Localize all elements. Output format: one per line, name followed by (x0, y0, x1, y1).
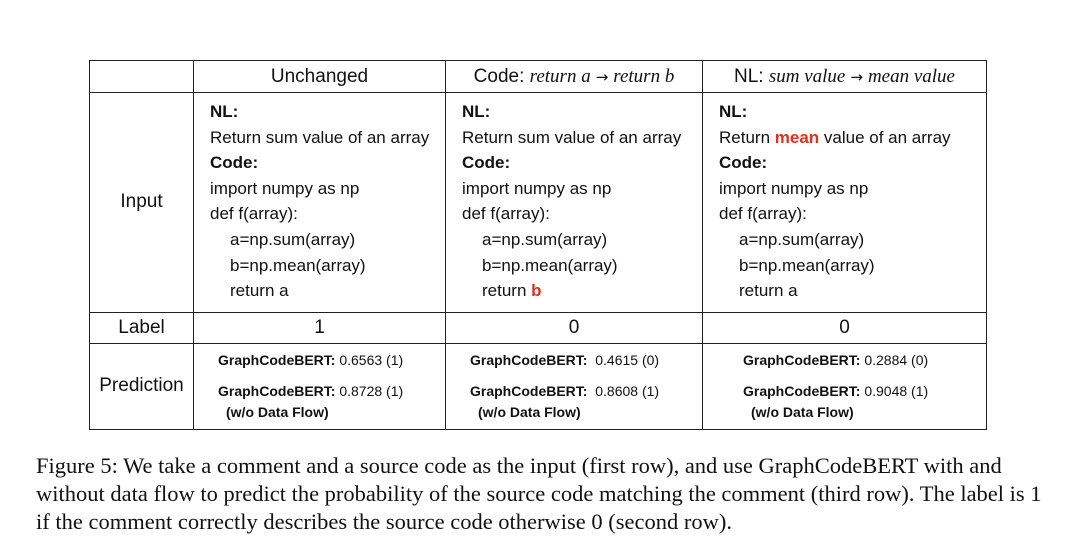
nl-label: NL: (719, 102, 748, 121)
prediction-cell (703, 343, 987, 429)
prediction-with-dataflow: GraphCodeBERT: 0.6563 (1) (218, 351, 404, 368)
code-line: import numpy as np (719, 178, 869, 198)
code-line: a=np.sum(array) (482, 229, 608, 249)
nl-text: Return sum value of an array (462, 127, 682, 147)
nl-text: Return mean value of an array (719, 127, 951, 147)
nl-text: Return sum value of an array (210, 127, 430, 147)
label-value: 0 (703, 312, 987, 343)
input-cell-code-change (446, 93, 703, 313)
code-line: def f(array): (719, 204, 807, 224)
code-line: b=np.mean(array) (230, 255, 366, 275)
code-line: a=np.sum(array) (739, 229, 865, 249)
header-nl-change (703, 61, 987, 93)
label-row (90, 312, 987, 343)
prediction-cell (446, 343, 703, 429)
prediction-cell (194, 343, 446, 429)
code-label: Code: (719, 153, 768, 173)
code-label: Code: (462, 153, 511, 173)
header-code-to: return b (613, 65, 675, 87)
header-nl-to: mean value (867, 65, 955, 87)
header-unchanged: Unchanged (194, 61, 446, 93)
row-label-label: Label (90, 312, 194, 343)
variant-label: (w/o Data Flow) (226, 403, 329, 420)
prediction-without-dataflow: GraphCodeBERT: 0.8728 (1) (218, 382, 404, 399)
code-return-line: return a (739, 281, 798, 301)
code-line: def f(array): (210, 204, 298, 224)
code-line: a=np.sum(array) (230, 229, 356, 249)
header-nl-from: sum value (768, 65, 846, 87)
header-code-change (446, 61, 703, 93)
header-corner-cell (90, 61, 194, 93)
nl-label: NL: (210, 102, 239, 121)
label-value: 0 (446, 312, 703, 343)
header-code-from: return a (529, 65, 591, 87)
prediction-with-dataflow: GraphCodeBERT: 0.2884 (0) (743, 351, 929, 368)
row-label-prediction: Prediction (90, 343, 194, 429)
prediction-with-dataflow: GraphCodeBERT: 0.4615 (0) (470, 351, 660, 368)
code-line: def f(array): (462, 204, 550, 224)
input-row (90, 93, 987, 313)
variant-label: (w/o Data Flow) (751, 403, 854, 420)
prediction-row (90, 343, 987, 429)
prediction-without-dataflow: GraphCodeBERT: 0.9048 (1) (743, 382, 929, 399)
code-line: import numpy as np (462, 178, 612, 198)
row-label-input: Input (90, 93, 194, 313)
header-nl-prefix: NL: (733, 65, 764, 87)
code-return-line: return b (482, 281, 542, 301)
right-arrow-icon: → (595, 67, 609, 86)
prediction-without-dataflow: GraphCodeBERT: 0.8608 (1) (470, 382, 660, 399)
code-line: import numpy as np (210, 178, 360, 198)
figure-table (89, 60, 987, 430)
code-label: Code: (210, 153, 259, 173)
figure-caption: Figure 5: We take a comment and a source code as the input (first row), and use GraphCodeBERT with and without data flow to predict the probability of the source code matching the comment (third row). The label is 1 if the comment correctly describes the source code otherwise 0 (second row). (36, 453, 1042, 534)
code-line: b=np.mean(array) (739, 255, 875, 275)
code-line: b=np.mean(array) (482, 255, 618, 275)
header-code-prefix: Code: (473, 65, 525, 87)
variant-label: (w/o Data Flow) (478, 403, 581, 420)
input-cell-unchanged (194, 93, 446, 313)
label-value: 1 (194, 312, 446, 343)
code-return-line: return a (230, 281, 289, 301)
input-cell-nl-change (703, 93, 987, 313)
nl-label: NL: (462, 102, 491, 121)
right-arrow-icon: → (850, 67, 863, 86)
header-row (90, 61, 987, 93)
